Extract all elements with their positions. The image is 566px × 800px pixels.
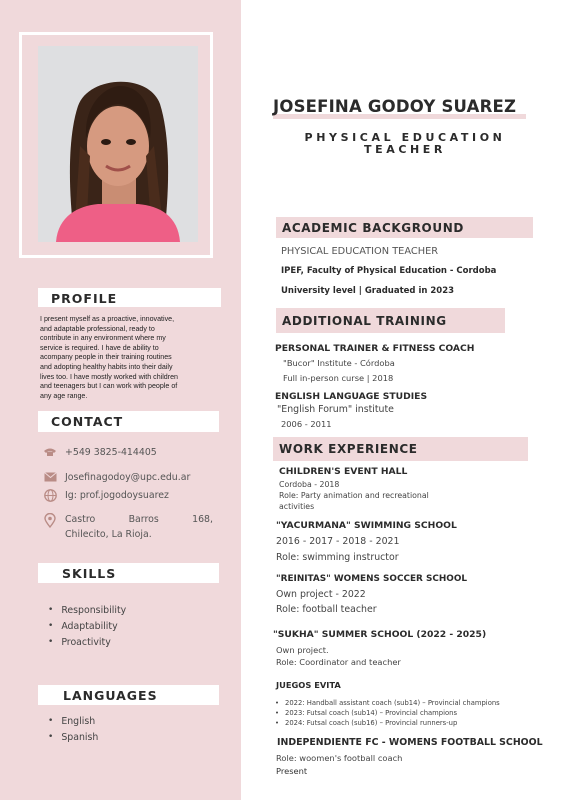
profile-line: any age range. — [40, 391, 88, 400]
email-text: Josefinagodoy@upc.edu.ar — [65, 471, 191, 483]
mail-icon — [43, 471, 57, 483]
profile-heading: PROFILE — [38, 288, 221, 307]
job3-title: "REINITAS" WOMENS SOCCER SCHOOL — [276, 574, 468, 584]
skills-list — [48, 602, 126, 650]
profile-line: acompany people in their training routines — [40, 353, 172, 362]
languages-list — [48, 713, 98, 745]
address-line2: Chilecito, La Rioja. — [65, 529, 152, 540]
globe-icon — [43, 489, 57, 501]
work-heading: WORK EXPERIENCE — [273, 437, 528, 461]
course2-detail: 2006 - 2011 — [281, 419, 332, 429]
list-item: • English — [48, 713, 98, 729]
course2-place: "English Forum" institute — [277, 404, 394, 415]
list-item: • 2023: Futsal coach (sub14) – Provincial champions — [275, 708, 500, 718]
languages-heading: LANGUAGES — [38, 685, 219, 705]
contact-email[interactable] — [43, 471, 190, 483]
job6-title: INDEPENDIENTE FC - WOMENS FOOTBALL SCHOOL — [277, 737, 543, 748]
job-title — [290, 132, 520, 156]
job4-line: Role: Coordinator and teacher — [276, 657, 401, 667]
degree: PHYSICAL EDUCATION TEACHER — [281, 246, 439, 257]
profile-line: lives too. I have mostly worked with children — [40, 372, 178, 381]
profile-line: contribute in any environment where my — [40, 334, 166, 343]
institution: IPEF, Faculty of Physical Education - Cordoba — [281, 266, 497, 276]
contact-address — [43, 512, 213, 542]
course1-title: PERSONAL TRAINER & FITNESS COACH — [275, 343, 475, 354]
job-title-line: TEACHER — [364, 143, 446, 156]
profile-photo — [38, 46, 198, 242]
academic-heading: ACADEMIC BACKGROUND — [276, 217, 533, 238]
contact-phone[interactable] — [43, 446, 157, 458]
job1-line: activities — [279, 502, 315, 511]
list-item: • Proactivity — [48, 634, 126, 650]
profile-line: and adopting healthy habits into their daily — [40, 362, 173, 371]
profile-text — [40, 315, 200, 401]
profile-line: and adaptable professional, ready to — [40, 324, 155, 333]
training-heading: ADDITIONAL TRAINING — [276, 308, 505, 333]
job1-line: Role: Party animation and recreational — [279, 491, 429, 500]
person-name: JOSEFINA GODOY SUAREZ — [273, 97, 517, 116]
contact-instagram[interactable] — [43, 489, 169, 501]
job5-title: JUEGOS EVITA — [276, 680, 341, 690]
job4-line: Own project. — [276, 645, 329, 655]
list-item: • Adaptability — [48, 618, 126, 634]
education-level: University level | Graduated in 2023 — [281, 286, 455, 296]
job3-line: Role: football teacher — [276, 604, 377, 615]
course1-place: "Bucor" Institute - Córdoba — [283, 358, 395, 368]
job2-title: "YACURMANA" SWIMMING SCHOOL — [276, 520, 457, 531]
course1-detail: Full in-person curse | 2018 — [283, 373, 394, 383]
job3-line: Own project - 2022 — [276, 589, 366, 600]
job6-line: Present — [276, 766, 308, 776]
location-icon — [43, 512, 57, 528]
list-item: • Responsibility — [48, 602, 126, 618]
course2-title: ENGLISH LANGUAGE STUDIES — [275, 391, 428, 402]
job4-title: "SUKHA" SUMMER SCHOOL (2022 - 2025) — [273, 629, 487, 640]
job-title-line: PHYSICAL EDUCATION — [304, 131, 506, 144]
profile-line: I present myself as a proactive, innovative, — [40, 315, 175, 323]
skills-heading: SKILLS — [38, 563, 219, 583]
list-item: • Spanish — [48, 729, 98, 745]
phone-text: +549 3825-414405 — [65, 446, 157, 458]
contact-heading: CONTACT — [38, 411, 219, 432]
job2-line: Role: swimming instructor — [276, 552, 399, 563]
job6-line: Role: woomen's football coach — [276, 753, 403, 763]
address-line1: Castro Barros 168, — [65, 514, 213, 525]
list-item: • 2022: Handball assistant coach (sub14) – Provincial champions — [275, 698, 500, 708]
phone-icon — [43, 446, 57, 458]
job1-title: CHILDREN'S EVENT HALL — [279, 466, 408, 477]
profile-line: service is required. I have de ability to — [40, 343, 159, 352]
instagram-text: Ig: prof.jogodoysuarez — [65, 489, 169, 501]
list-item: • 2024: Futsal coach (sub16) – Provincial runners-up — [275, 718, 500, 728]
evita-list — [275, 698, 500, 728]
job2-line: 2016 - 2017 - 2018 - 2021 — [276, 536, 400, 547]
sidebar — [0, 0, 241, 800]
profile-line: and teenagers but I can work with people of — [40, 382, 178, 391]
job1-line: Cordoba - 2018 — [279, 480, 340, 489]
